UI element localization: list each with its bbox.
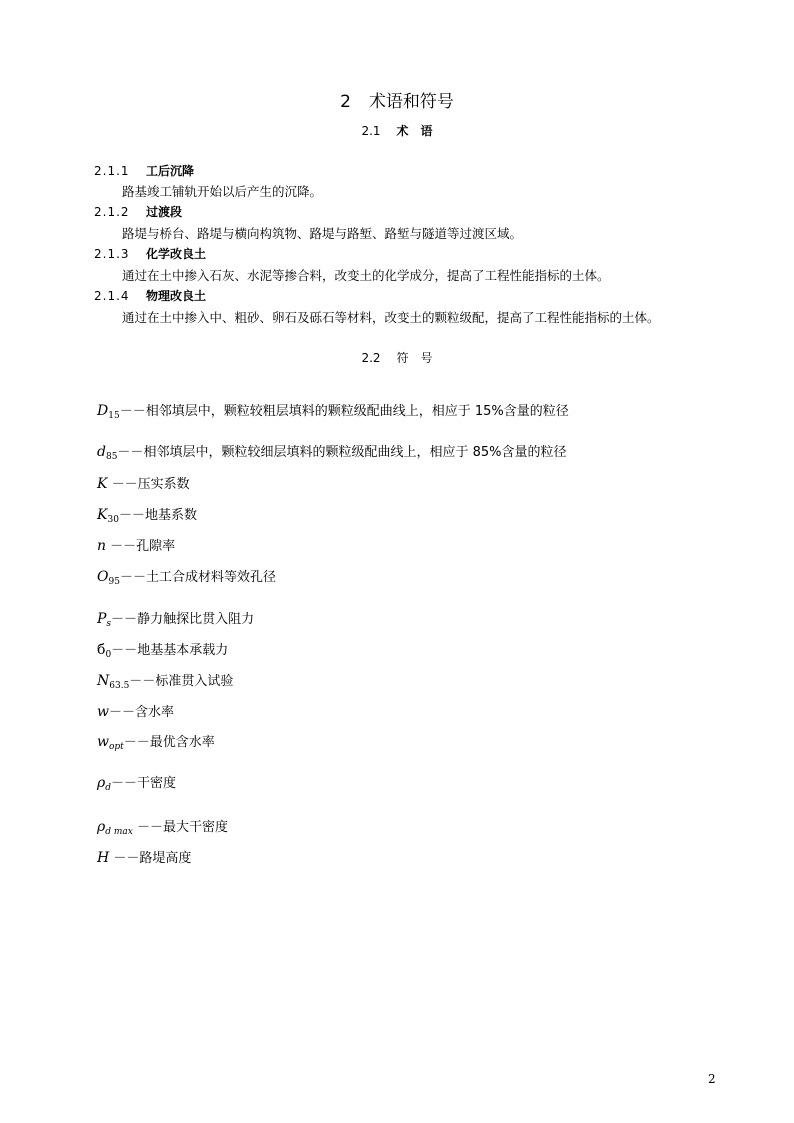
term-name: 化学改良土 [146, 247, 207, 261]
symbol-subscript: 63.5 [109, 681, 130, 691]
symbol-entry [97, 701, 174, 720]
symbol-entry [97, 504, 197, 523]
section-title-terms [0, 122, 794, 139]
term-number: 2.1.1 [94, 164, 130, 178]
symbol-dash: －－ [109, 851, 140, 866]
symbol-description: 静力触探比贯入阻力 [137, 612, 255, 627]
symbol-dash: －－ [119, 404, 146, 419]
symbol-description: 压实系数 [137, 477, 190, 492]
symbol-subscript: d [105, 783, 111, 793]
symbol-description: 含水率 [135, 705, 175, 720]
symbol-subscript: 30 [107, 515, 119, 525]
section-number: 2.1 [361, 124, 381, 138]
section-title-char: 语 [420, 124, 433, 138]
symbol-variable: б [97, 642, 106, 658]
symbol-description: 地基基本承载力 [137, 643, 229, 658]
symbol-subscript: 85 [105, 452, 118, 462]
chapter-title-text: 术语和符号 [368, 92, 454, 112]
symbol-variable: ρ [97, 775, 106, 791]
symbol-entry [97, 772, 176, 791]
symbol-entry [97, 670, 233, 689]
symbol-variable: n [97, 538, 107, 554]
symbol-description: 干密度 [137, 776, 177, 791]
symbol-description: 路堤高度 [139, 851, 192, 866]
symbol-variable: D [97, 403, 109, 419]
symbol-dash: －－ [132, 820, 163, 835]
symbol-variable: w [97, 734, 109, 750]
symbol-description: 最大干密度 [162, 820, 228, 835]
symbol-subscript: d max [105, 827, 133, 837]
symbol-dash: －－ [129, 674, 156, 689]
symbol-entry [97, 639, 228, 658]
symbol-entry [97, 731, 215, 750]
symbol-dash: －－ [108, 705, 135, 720]
symbol-description: 地基系数 [144, 508, 197, 523]
symbol-description: 土工合成材料等效孔径 [145, 570, 276, 585]
symbol-entry [97, 441, 566, 460]
term-name: 工后沉降 [146, 164, 195, 178]
symbol-variable: K [97, 476, 108, 492]
symbol-entry [97, 816, 228, 835]
symbol-dash: －－ [111, 776, 138, 791]
symbol-description: 相邻填层中，颗粒较细层填料的颗粒级配曲线上，相应于 85%含量的粒径 [143, 445, 567, 460]
symbol-subscript: 15 [108, 411, 120, 421]
symbol-variable: N [97, 673, 110, 689]
symbol-subscript: 95 [108, 577, 120, 587]
symbol-variable: O [97, 569, 109, 585]
symbol-variable: ρ [97, 819, 106, 835]
symbol-description: 最优含水率 [149, 735, 215, 750]
symbol-dash: －－ [106, 539, 137, 554]
chapter-title [0, 87, 794, 112]
term-number: 2.1.2 [94, 205, 130, 219]
term-number: 2.1.3 [94, 247, 130, 261]
chapter-number: 2 [340, 92, 351, 112]
term-name: 物理改良土 [146, 289, 207, 303]
symbol-dash: －－ [107, 477, 138, 492]
section-number: 2.2 [361, 351, 381, 365]
section-title-char: 术 [396, 124, 409, 138]
symbol-entry [97, 566, 276, 585]
symbol-description: 相邻填层中，颗粒较粗层填料的颗粒级配曲线上，相应于 15%含量的粒径 [145, 404, 569, 419]
term-heading [94, 203, 182, 220]
symbol-entry [97, 608, 254, 627]
symbol-dash: －－ [111, 612, 138, 627]
symbol-dash: －－ [111, 643, 138, 658]
term-definition: 路堤与桥台、路堤与横向构筑物、路堤与路堑、路堑与隧道等过渡区域。 [122, 226, 523, 241]
symbol-description: 标准贯入试验 [155, 674, 234, 689]
term-number: 2.1.4 [94, 289, 130, 303]
symbol-dash: －－ [117, 445, 144, 460]
symbol-subscript: s [106, 619, 112, 629]
symbol-entry [97, 400, 569, 419]
symbol-dash: －－ [118, 508, 145, 523]
term-heading [94, 162, 194, 179]
symbol-variable: K [97, 507, 108, 523]
symbol-subscript: opt [108, 742, 124, 752]
term-definition: 路基竣工铺轨开始以后产生的沉降。 [122, 184, 323, 199]
symbol-variable: H [97, 850, 110, 866]
term-name: 过渡段 [146, 205, 183, 219]
symbol-entry [97, 473, 190, 492]
symbol-variable: P [97, 611, 107, 627]
section-title-char: 符 [396, 351, 409, 365]
symbol-dash: －－ [119, 570, 146, 585]
symbol-entry [97, 847, 191, 866]
section-title-symbols [0, 349, 794, 366]
term-heading [94, 245, 206, 262]
symbol-description: 孔隙率 [136, 539, 176, 554]
symbol-variable: w [97, 704, 109, 720]
term-heading [94, 287, 206, 304]
symbol-dash: －－ [123, 735, 150, 750]
symbol-subscript: 0 [105, 650, 112, 660]
section-title-char: 号 [420, 351, 433, 365]
page-number: 2 [708, 1072, 716, 1086]
term-definition: 通过在土中掺入中、粗砂、卵石及砾石等材料，改变土的颗粒级配，提高了工程性能指标的土体。 [122, 310, 660, 325]
symbol-variable: d [97, 444, 106, 460]
term-definition: 通过在土中掺入石灰、水泥等掺合料，改变土的化学成分，提高了工程性能指标的土体。 [122, 268, 610, 283]
symbol-entry [97, 535, 175, 554]
